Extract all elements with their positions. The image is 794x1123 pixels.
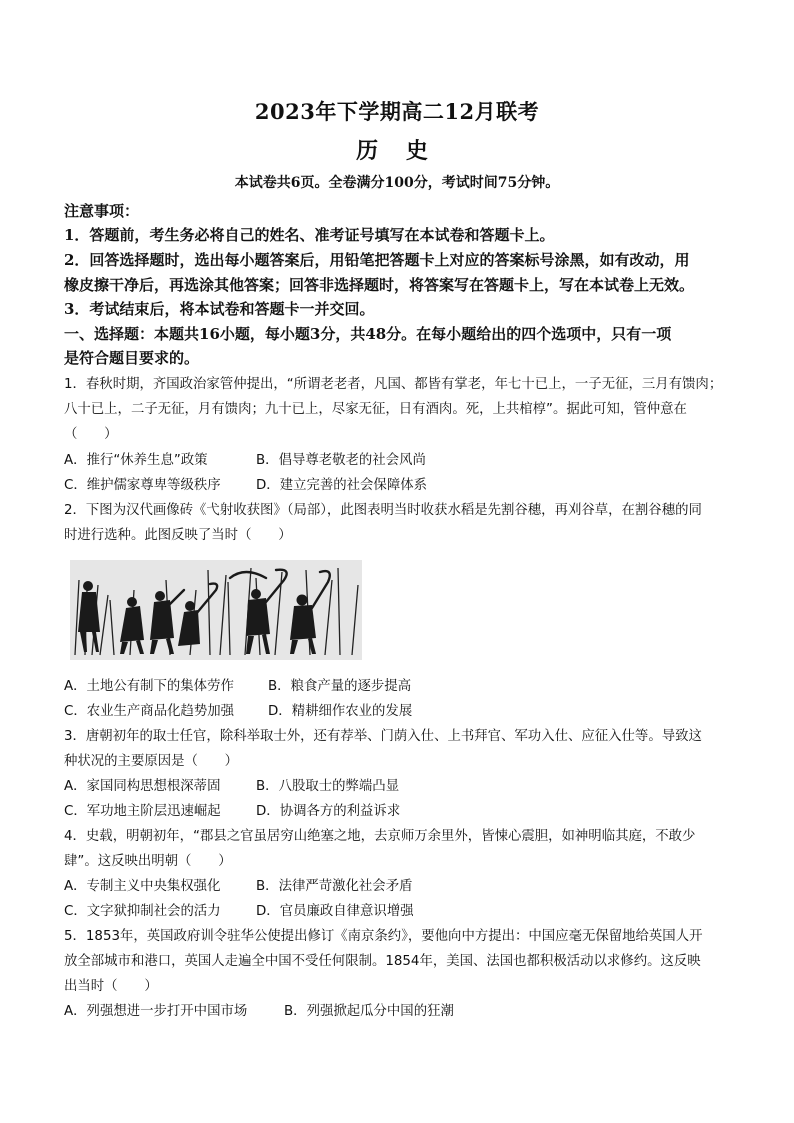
option-b: B．法律严苛激化社会矛盾 bbox=[256, 879, 413, 894]
exam-info: 本试卷共6页。全卷满分100分，考试时间75分钟。 bbox=[234, 175, 560, 191]
option-c: C．文字狱抑制社会的活力 bbox=[64, 904, 221, 919]
option-d: D．建立完善的社会保障体系 bbox=[256, 478, 427, 493]
option-d: D．协调各方的利益诉求 bbox=[256, 804, 401, 819]
subject-title: 历 史 bbox=[356, 138, 438, 164]
question-3-text-cont: 种状况的主要原因是（ ） bbox=[64, 754, 239, 769]
question-1-blank: （ ） bbox=[64, 427, 118, 442]
note-1: 1．答题前，考生务必将自己的姓名、准考证号填写在本试卷和答题卡上。 bbox=[64, 226, 555, 244]
question-3-options-row-1 bbox=[64, 775, 732, 794]
option-d: D．精耕细作农业的发展 bbox=[268, 704, 413, 719]
harvest-scene-illustration bbox=[70, 560, 362, 660]
section-1-heading-cont: 是符合题目要求的。 bbox=[64, 349, 200, 367]
brick-relief-image bbox=[70, 560, 362, 660]
question-5-text: 5．1853年，英国政府训令驻华公使提出修订《南京条约》，要他向中方提出：中国应毫无保留地给英国人开 bbox=[64, 929, 703, 944]
option-b: B．倡导尊老敬老的社会风尚 bbox=[256, 453, 426, 468]
option-a: A．列强想进一步打开中国市场 bbox=[64, 1004, 248, 1019]
question-5-options-row-1 bbox=[64, 1000, 732, 1019]
question-2-options-row-2 bbox=[64, 700, 732, 719]
question-4-text-cont: 肆”。这反映出明朝（ ） bbox=[64, 854, 232, 869]
question-2-text: 2．下图为汉代画像砖《弋射收获图》（局部），此图表明当时收获水稻是先割谷穗，再刈谷草，在割谷穗的同 bbox=[64, 503, 702, 518]
question-4-text: 4．史载，明朝初年，“郡县之官虽居穷山绝塞之地，去京师万余里外，皆悚心震胆，如神明临其庭，不敢少 bbox=[64, 829, 696, 844]
notes-heading: 注意事项： bbox=[64, 202, 140, 220]
question-2-text-cont: 时进行选种。此图反映了当时（ ） bbox=[64, 528, 292, 543]
question-4-options-row-2 bbox=[64, 900, 732, 919]
question-3-options-row-2 bbox=[64, 800, 732, 819]
option-b: B．粮食产量的逐步提高 bbox=[268, 679, 412, 694]
option-d: D．官员廉政自律意识增强 bbox=[256, 904, 414, 919]
question-2-options-row-1 bbox=[64, 675, 732, 694]
option-a: A．土地公有制下的集体劳作 bbox=[64, 679, 234, 694]
note-2-line-2: 橡皮擦干净后，再选涂其他答案；回答非选择题时，将答案写在答题卡上，写在本试卷上无效。 bbox=[64, 276, 695, 294]
option-c: C．维护儒家尊卑等级秩序 bbox=[64, 478, 221, 493]
option-b: B．八股取士的弊端凸显 bbox=[256, 779, 400, 794]
question-1-text-cont: 八十已上，二子无征，月有馈肉；九十已上，尽家无征，日有酒肉。死，上共棺椁”。据此可知，管仲意在 bbox=[64, 402, 687, 417]
question-1-options-row-2 bbox=[64, 474, 732, 493]
option-c: C．农业生产商品化趋势加强 bbox=[64, 704, 235, 719]
option-b: B．列强掀起瓜分中国的狂潮 bbox=[284, 1004, 454, 1019]
exam-title: 2023年下学期高二12月联考 bbox=[254, 99, 540, 124]
question-1-text: 1．春秋时期，齐国政治家管仲提出，“所谓老老者，凡国、都皆有掌老，年七十已上，一子无征，三月有馈肉； bbox=[64, 377, 723, 392]
option-a: A．推行“休养生息”政策 bbox=[64, 453, 208, 468]
option-c: C．军功地主阶层迅速崛起 bbox=[64, 804, 221, 819]
option-a: A．专制主义中央集权强化 bbox=[64, 879, 221, 894]
option-a: A．家国同构思想根深蒂固 bbox=[64, 779, 221, 794]
note-3: 3．考试结束后，将本试卷和答题卡一并交回。 bbox=[64, 300, 375, 318]
question-4-options-row-1 bbox=[64, 875, 732, 894]
section-1-heading: 一、选择题：本题共16小题，每小题3分，共48分。在每小题给出的四个选项中，只有一项 bbox=[64, 325, 672, 343]
question-1-options-row-1 bbox=[64, 449, 732, 468]
question-5-text-end: 出当时（ ） bbox=[64, 979, 158, 994]
note-2-line-1: 2．回答选择题时，选出每小题答案后，用铅笔把答题卡上对应的答案标号涂黑，如有改动，用 bbox=[64, 251, 690, 269]
question-3-text: 3．唐朝初年的取士任官，除科举取士外，还有荐举、门荫入仕、上书拜官、军功入仕、应征入仕等。导致这 bbox=[64, 729, 702, 744]
question-5-text-cont: 放全部城市和港口，英国人走遍全中国不受任何限制。1854年，美国、法国也都积极活动以求修约。这反映 bbox=[64, 954, 701, 969]
